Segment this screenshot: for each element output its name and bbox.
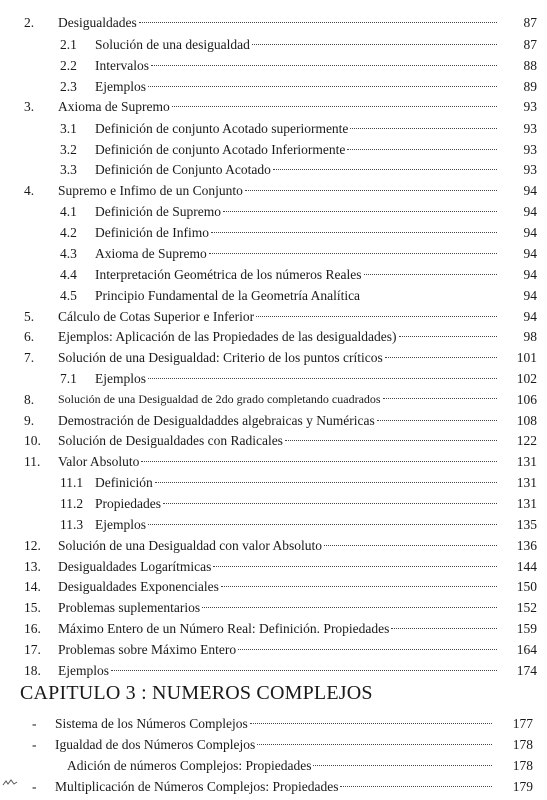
toc-entry bbox=[0, 96, 547, 117]
toc-entry bbox=[0, 201, 547, 222]
toc-entry-title: Solución de una desigualdad bbox=[95, 37, 250, 52]
toc-entry-number: 2. bbox=[24, 15, 35, 30]
toc-entry-page: 131 bbox=[516, 475, 537, 490]
dot-leader bbox=[250, 723, 492, 724]
toc-entry-page: 164 bbox=[516, 642, 537, 657]
toc-entry bbox=[0, 222, 547, 243]
toc-entry-number: 4.2 bbox=[60, 225, 77, 240]
toc-entry-page: 159 bbox=[516, 621, 537, 636]
dot-leader bbox=[364, 274, 497, 275]
toc-entry-title: Definición bbox=[95, 475, 153, 490]
toc-entry-page: 98 bbox=[523, 329, 537, 344]
toc-entry-page: 89 bbox=[523, 79, 537, 94]
toc-entry-title: Definición de Supremo bbox=[95, 204, 221, 219]
toc-entry-title: Supremo e Infimo de un Conjunto bbox=[58, 183, 243, 198]
toc-entry-number: 18. bbox=[24, 663, 41, 678]
dot-leader bbox=[141, 461, 497, 462]
toc-entry-page: 152 bbox=[516, 600, 537, 615]
toc-entry-title: Definición de Infimo bbox=[95, 225, 209, 240]
toc-entry bbox=[0, 597, 547, 618]
toc-entry bbox=[0, 326, 547, 347]
toc-entry bbox=[0, 285, 547, 306]
toc-entry-page: 101 bbox=[516, 350, 537, 365]
toc-entry-number: 3.1 bbox=[60, 121, 77, 136]
toc-entry bbox=[0, 118, 547, 139]
toc-entry-title: Solución de una Desigualdad con valor Absoluto bbox=[58, 538, 322, 553]
toc-entry-number: 3.3 bbox=[60, 162, 77, 177]
chapter-heading: CAPITULO 3 : NUMEROS COMPLEJOS bbox=[20, 682, 373, 704]
toc-entry bbox=[0, 535, 547, 556]
chapter-entry bbox=[0, 776, 547, 797]
dot-leader bbox=[340, 786, 492, 787]
dot-leader bbox=[347, 149, 497, 150]
toc-entry-page: 88 bbox=[523, 58, 537, 73]
dot-leader bbox=[324, 545, 497, 546]
toc-entry-number: 11.1 bbox=[60, 475, 84, 490]
chapter-entry-page: 179 bbox=[512, 779, 533, 794]
dot-leader bbox=[273, 169, 497, 170]
toc-entry-title: Ejemplos bbox=[95, 517, 146, 532]
toc-entry-number: 4.1 bbox=[60, 204, 77, 219]
dot-leader bbox=[391, 628, 497, 629]
toc-entry-title: Ejemplos: Aplicación de las Propiedades de las desigualdades) bbox=[58, 329, 397, 344]
toc-entry bbox=[0, 576, 547, 597]
toc-entry-title: Máximo Entero de un Número Real: Definición. Propiedades bbox=[58, 621, 390, 636]
toc-entry bbox=[0, 639, 547, 660]
dot-leader bbox=[148, 378, 497, 379]
toc-entry-number: 4.3 bbox=[60, 246, 77, 261]
toc-entry-page: 174 bbox=[516, 663, 537, 678]
toc-entry-title: Valor Absoluto bbox=[58, 454, 140, 469]
toc-entry bbox=[0, 389, 547, 410]
toc-entry bbox=[0, 243, 547, 264]
toc-entry-page: 94 bbox=[523, 267, 537, 282]
toc-entry bbox=[0, 556, 547, 577]
toc-entry-number: 2.3 bbox=[60, 79, 77, 94]
toc-entry-title: Principio Fundamental de la Geometría Analítica bbox=[95, 288, 361, 303]
dot-leader bbox=[252, 44, 497, 45]
toc-entry bbox=[0, 159, 547, 180]
toc-entry-title: Ejemplos bbox=[95, 79, 146, 94]
toc-entry bbox=[0, 55, 547, 76]
toc-entry-number: 3. bbox=[24, 99, 35, 114]
dot-leader bbox=[383, 398, 497, 399]
toc-entry bbox=[0, 618, 547, 639]
toc-entry-title: Solución de Desigualdades con Radicales bbox=[58, 433, 283, 448]
toc-entry bbox=[0, 76, 547, 97]
toc-entry-page: 87 bbox=[523, 37, 537, 52]
bullet-dash: - bbox=[32, 737, 37, 752]
chapter-entry bbox=[0, 734, 547, 755]
toc-entry bbox=[0, 514, 547, 535]
toc-entry-page: 94 bbox=[523, 225, 537, 240]
chapter-entry-page: 178 bbox=[512, 737, 533, 752]
toc-entry-number: 7.1 bbox=[60, 371, 77, 386]
toc-entry-page: 150 bbox=[516, 579, 537, 594]
toc-entry-title: Definición de conjunto Acotado Inferiormente bbox=[95, 142, 346, 157]
toc-entry bbox=[0, 410, 547, 431]
toc-entry-page: 108 bbox=[516, 413, 537, 428]
toc-entry-page: 135 bbox=[516, 517, 537, 532]
toc-entry-page: 122 bbox=[516, 433, 537, 448]
toc-entry-number: 4. bbox=[24, 183, 35, 198]
toc-entry-number: 12. bbox=[24, 538, 41, 553]
dot-leader bbox=[245, 190, 497, 191]
toc-entry-page: 94 bbox=[523, 288, 537, 303]
toc-entry-title: Desigualdades Logarítmicas bbox=[58, 559, 212, 574]
toc-entry-number: 8. bbox=[24, 392, 35, 407]
toc-entry-title: Problemas sobre Máximo Entero bbox=[58, 642, 237, 657]
toc-entry-number: 11. bbox=[24, 454, 41, 469]
toc-entry bbox=[0, 347, 547, 368]
toc-entry-number: 15. bbox=[24, 600, 41, 615]
toc-entry-title: Problemas suplementarios bbox=[58, 600, 201, 615]
toc-entry-page: 93 bbox=[523, 142, 537, 157]
dot-leader bbox=[209, 253, 497, 254]
dot-leader bbox=[151, 65, 497, 66]
toc-entry-title: Desigualdades Exponenciales bbox=[58, 579, 219, 594]
toc-entry-number: 9. bbox=[24, 413, 35, 428]
toc-entry bbox=[0, 139, 547, 160]
toc-entry bbox=[0, 180, 547, 201]
dot-leader bbox=[148, 524, 497, 525]
toc-entry-number: 7. bbox=[24, 350, 35, 365]
toc-entry-number: 11.3 bbox=[60, 517, 84, 532]
bullet-dash: - bbox=[32, 779, 37, 794]
dot-leader bbox=[202, 607, 497, 608]
dot-leader bbox=[139, 22, 497, 23]
toc-entry bbox=[0, 472, 547, 493]
toc-entry-title: Axioma de Supremo bbox=[95, 246, 207, 261]
dot-leader bbox=[285, 440, 497, 441]
chapter-entry bbox=[0, 755, 547, 776]
dot-leader bbox=[111, 670, 497, 671]
toc-entry-page: 131 bbox=[516, 496, 537, 511]
toc-entry-number: 5. bbox=[24, 309, 35, 324]
toc-entry bbox=[0, 12, 547, 33]
toc-entry-number: 4.5 bbox=[60, 288, 77, 303]
bullet-dash: - bbox=[32, 716, 37, 731]
toc-entry bbox=[0, 306, 547, 327]
toc-entry-title: Demostración de Desigualdaddes algebraicas y Numéricas bbox=[58, 413, 375, 428]
toc-entry-title: Solución de una Desigualdad de 2do grado completando cuadrados bbox=[58, 392, 381, 406]
chapter-entry-title: Sistema de los Números Complejos bbox=[55, 716, 248, 731]
dot-leader bbox=[223, 211, 497, 212]
dot-leader bbox=[257, 744, 492, 745]
toc-entry-page: 93 bbox=[523, 162, 537, 177]
dot-leader bbox=[313, 765, 492, 766]
toc-entry-title: Ejemplos bbox=[95, 371, 146, 386]
toc-entry-title: Definición de Conjunto Acotado bbox=[95, 162, 271, 177]
chapter-entry-page: 177 bbox=[512, 716, 533, 731]
dot-leader bbox=[385, 357, 497, 358]
toc-entry-title: Axioma de Supremo bbox=[58, 99, 170, 114]
toc-entry-number: 13. bbox=[24, 559, 41, 574]
chapter-entry-page: 178 bbox=[512, 758, 533, 773]
toc-entry-number: 2.1 bbox=[60, 37, 77, 52]
toc-entry-title: Intervalos bbox=[95, 58, 149, 73]
toc-entry-number: 16. bbox=[24, 621, 41, 636]
toc-entry bbox=[0, 430, 547, 451]
toc-entry-title: Desigualdades bbox=[58, 15, 137, 30]
dot-leader bbox=[155, 482, 497, 483]
chapter-entry-title: Multiplicación de Números Complejos: Propiedades bbox=[55, 779, 339, 794]
toc-entry-page: 94 bbox=[523, 309, 537, 324]
dot-leader bbox=[211, 232, 497, 233]
chapter-entry bbox=[0, 713, 547, 734]
dot-leader bbox=[148, 86, 497, 87]
toc-entry-title: Cálculo de Cotas Superior e Inferior bbox=[58, 309, 255, 324]
toc-entry-page: 136 bbox=[516, 538, 537, 553]
toc-entry-number: 10. bbox=[24, 433, 41, 448]
scan-mark-icon bbox=[2, 778, 18, 788]
dot-leader bbox=[172, 106, 497, 107]
chapter-entry-title: Igualdad de dos Números Complejos bbox=[55, 737, 256, 752]
dot-leader bbox=[256, 316, 497, 317]
toc-entry-page: 94 bbox=[523, 183, 537, 198]
chapter-entry-title: Adición de números Complejos: Propiedades bbox=[67, 758, 312, 773]
toc-entry-page: 94 bbox=[523, 246, 537, 261]
dot-leader bbox=[163, 503, 497, 504]
dot-leader bbox=[213, 566, 497, 567]
toc-entry-title: Interpretación Geométrica de los números Reales bbox=[95, 267, 362, 282]
dot-leader bbox=[221, 586, 497, 587]
toc-entry-page: 102 bbox=[516, 371, 537, 386]
dot-leader bbox=[350, 128, 497, 129]
toc-entry-title: Propiedades bbox=[95, 496, 161, 511]
dot-leader bbox=[399, 336, 497, 337]
toc-entry-number: 17. bbox=[24, 642, 41, 657]
toc-entry bbox=[0, 34, 547, 55]
toc-entry-page: 144 bbox=[516, 559, 537, 574]
toc-entry-number: 3.2 bbox=[60, 142, 77, 157]
toc-entry-number: 11.2 bbox=[60, 496, 84, 511]
toc-entry-number: 4.4 bbox=[60, 267, 77, 282]
toc-entry-title: Ejemplos bbox=[58, 663, 109, 678]
toc-entry-page: 94 bbox=[523, 204, 537, 219]
toc-entry-page: 87 bbox=[523, 15, 537, 30]
toc-entry bbox=[0, 493, 547, 514]
toc-entry-number: 2.2 bbox=[60, 58, 77, 73]
toc-entry bbox=[0, 660, 547, 681]
toc-entry bbox=[0, 368, 547, 389]
toc-entry bbox=[0, 451, 547, 472]
toc-entry-page: 131 bbox=[516, 454, 537, 469]
toc-entry-number: 6. bbox=[24, 329, 35, 344]
dot-leader bbox=[377, 420, 497, 421]
toc-entry-page: 93 bbox=[523, 99, 537, 114]
toc-entry-number: 14. bbox=[24, 579, 41, 594]
dot-leader bbox=[238, 649, 497, 650]
toc-entry-title: Definición de conjunto Acotado superiormente bbox=[95, 121, 349, 136]
toc-entry bbox=[0, 264, 547, 285]
toc-entry-page: 106 bbox=[516, 392, 537, 407]
toc-entry-page: 93 bbox=[523, 121, 537, 136]
toc-entry-title: Solución de una Desigualdad: Criterio de los puntos críticos bbox=[58, 350, 383, 365]
